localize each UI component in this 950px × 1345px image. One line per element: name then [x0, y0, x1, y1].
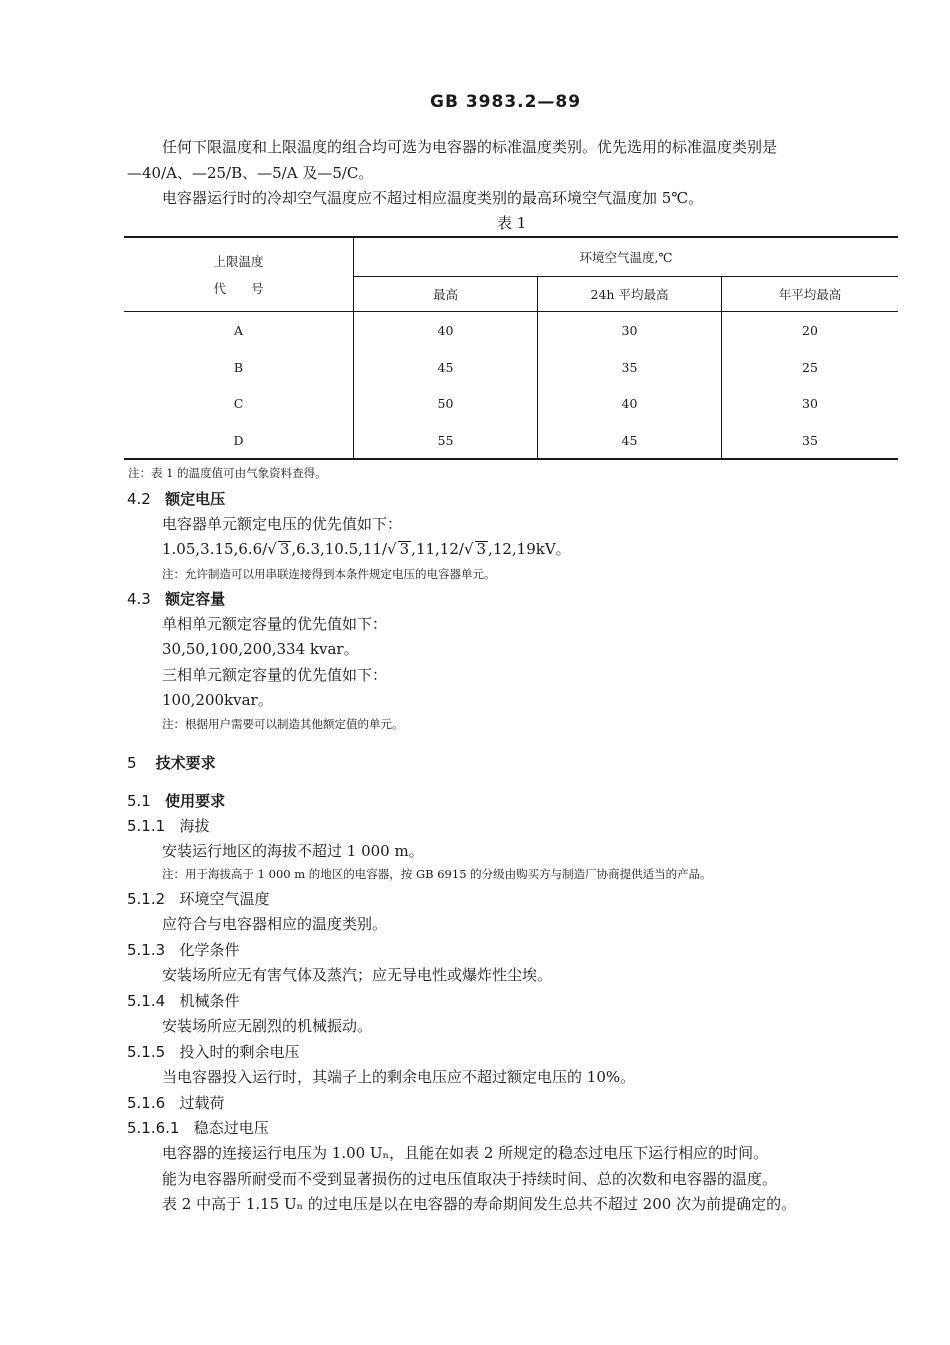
section-number: 5.1.4: [127, 992, 166, 1010]
section-5-1-6-heading: [127, 1092, 225, 1113]
row-avg24: 35: [538, 349, 722, 385]
altitude-note: 注：用于海拔高于 1 000 m 的地区的电容器，按 GB 6915 的分级由购买方与制造厂协商提供适当的产品。: [162, 867, 712, 881]
avg24h-max-header: 24h 平均最高: [538, 277, 722, 312]
intro-line-1: 任何下限温度和上限温度的组合均可选为电容器的标准温度类别。优先选用的标准温度类别是: [162, 138, 778, 156]
mechanical-conditions-text: 安装场所应无剧烈的机械振动。: [162, 1017, 373, 1035]
section-number: 5.1.5: [127, 1043, 166, 1061]
row-code: D: [124, 422, 354, 459]
section-4-3-heading: [127, 588, 225, 609]
table-row: [124, 422, 898, 459]
row-annual: 30: [802, 396, 818, 411]
table-header-row: [124, 237, 898, 277]
section-5-1-heading: [127, 790, 225, 811]
section-number: 5.1.2: [127, 890, 166, 908]
ambient-temp-text: 应符合与电容器相应的温度类别。: [162, 915, 388, 933]
section-number: 5.1.6.1: [127, 1119, 180, 1137]
upper-temp-label: 上限温度: [213, 254, 264, 269]
radical-sign: √: [463, 540, 474, 558]
section-4-2-heading: [127, 488, 225, 509]
residual-voltage-text: 当电容器投入运行时，其端子上的剩余电压应不超过额定电压的 10%。: [162, 1068, 636, 1086]
voltage-part: 1.05,3.15,6.6/: [162, 540, 268, 558]
steady-overvoltage-text-2: 能为电容器所耐受而不受到显著损伤的过电压值取决于持续时间、总的次数和电容器的温度。: [162, 1170, 778, 1188]
row-avg24: 40: [538, 385, 722, 422]
section-number: 4.2: [127, 490, 151, 508]
row-max: 40: [354, 312, 538, 350]
section-number: 5.1.3: [127, 941, 166, 959]
section-5-1-5-heading: [127, 1041, 300, 1062]
ambient-temp-group-header: 环境空气温度,℃: [354, 237, 899, 277]
section-title: 技术要求: [155, 754, 216, 772]
section-title: 额定电压: [165, 490, 226, 508]
row-avg24: 30: [538, 312, 722, 350]
table-1: [124, 236, 898, 460]
table-row: [124, 349, 898, 385]
section-5-1-3-heading: [127, 939, 240, 960]
section-number: 5: [127, 754, 137, 772]
row-max: 50: [354, 385, 538, 422]
row-max: 45: [354, 349, 538, 385]
row-max: 55: [354, 422, 538, 459]
row-code: A: [124, 312, 354, 350]
section-5-1-1-heading: [127, 815, 210, 836]
max-header: 最高: [354, 277, 538, 312]
intro-line-3: 电容器运行时的冷却空气温度应不超过相应温度类别的最高环境空气温度加 5℃。: [162, 189, 704, 207]
radicand: 3: [476, 540, 487, 558]
upper-temp-code-header: [124, 237, 354, 312]
annual-avg-max-header: 年平均最高: [722, 277, 899, 312]
section-5-1-2-heading: [127, 888, 270, 909]
row-annual: 35: [722, 422, 899, 459]
section-title: 化学条件: [179, 941, 240, 959]
table-row: [124, 385, 898, 422]
section-title: 环境空气温度: [179, 890, 270, 908]
rated-voltage-values: [162, 538, 571, 559]
row-code: B: [124, 349, 354, 385]
steady-overvoltage-text-3: 表 2 中高于 1.15 Uₙ 的过电压是以在电容器的寿命期间发生总共不超过 200 次为前提确定的。: [162, 1195, 797, 1213]
rated-voltage-intro: 电容器单元额定电压的优先值如下：: [162, 515, 403, 533]
row-avg24: 45: [538, 422, 722, 459]
section-title: 稳态过电压: [193, 1119, 269, 1137]
section-title: 机械条件: [179, 992, 240, 1010]
voltage-part: ,11,12/: [411, 540, 464, 558]
altitude-text: 安装运行地区的海拔不超过 1 000 m。: [162, 842, 424, 860]
radical-sign: √: [267, 540, 277, 558]
code-label: 代 号: [213, 281, 264, 296]
section-5-1-4-heading: [127, 990, 240, 1011]
rated-capacity-note: 注：根据用户需要可以制造其他额定值的单元。: [162, 717, 404, 731]
row-code: C: [124, 385, 354, 422]
radicand: 3: [279, 540, 290, 558]
steady-overvoltage-text-1: 电容器的连接运行电压为 1.00 Uₙ，且能在如表 2 所规定的稳态过电压下运行相应的时间。: [162, 1144, 769, 1162]
radical-sign: √: [387, 540, 397, 558]
section-title: 使用要求: [165, 792, 226, 810]
section-title: 海拔: [179, 817, 210, 835]
voltage-part: ,6.3,10.5,11/: [291, 540, 388, 558]
chemical-conditions-text: 安装场所应无有害气体及蒸汽；应无导电性或爆炸性尘埃。: [162, 966, 553, 984]
rated-voltage-note: 注：允许制造可以用串联连接得到本条件规定电压的电容器单元。: [162, 567, 496, 581]
table-row: [124, 312, 898, 350]
table-1-note: 注：表 1 的温度值可由气象资料查得。: [128, 466, 327, 480]
intro-line-2: —40/A、—25/B、—5/A 及—5/C。: [127, 164, 374, 182]
radicand: 3: [399, 540, 410, 558]
voltage-part: ,12,19kV。: [488, 540, 571, 558]
table-1-caption: 表 1: [497, 214, 527, 232]
section-number: 5.1: [127, 792, 151, 810]
section-number: 5.1.1: [127, 817, 166, 835]
section-title: 投入时的剩余电压: [179, 1043, 300, 1061]
section-number: 5.1.6: [127, 1094, 166, 1112]
row-annual: 20: [802, 323, 818, 338]
single-phase-intro: 单相单元额定容量的优先值如下：: [162, 615, 388, 633]
section-number: 4.3: [127, 590, 151, 608]
section-title: 额定容量: [165, 590, 226, 608]
three-phase-values: 100,200kvar。: [162, 691, 273, 709]
section-5-1-6-1-heading: [127, 1117, 269, 1138]
page-header: GB 3983.2—89: [430, 92, 582, 112]
three-phase-intro: 三相单元额定容量的优先值如下：: [162, 666, 388, 684]
section-title: 过载荷: [179, 1094, 225, 1112]
row-annual: 25: [802, 359, 818, 375]
single-phase-values: 30,50,100,200,334 kvar。: [162, 640, 359, 658]
section-5-heading: [127, 752, 216, 773]
